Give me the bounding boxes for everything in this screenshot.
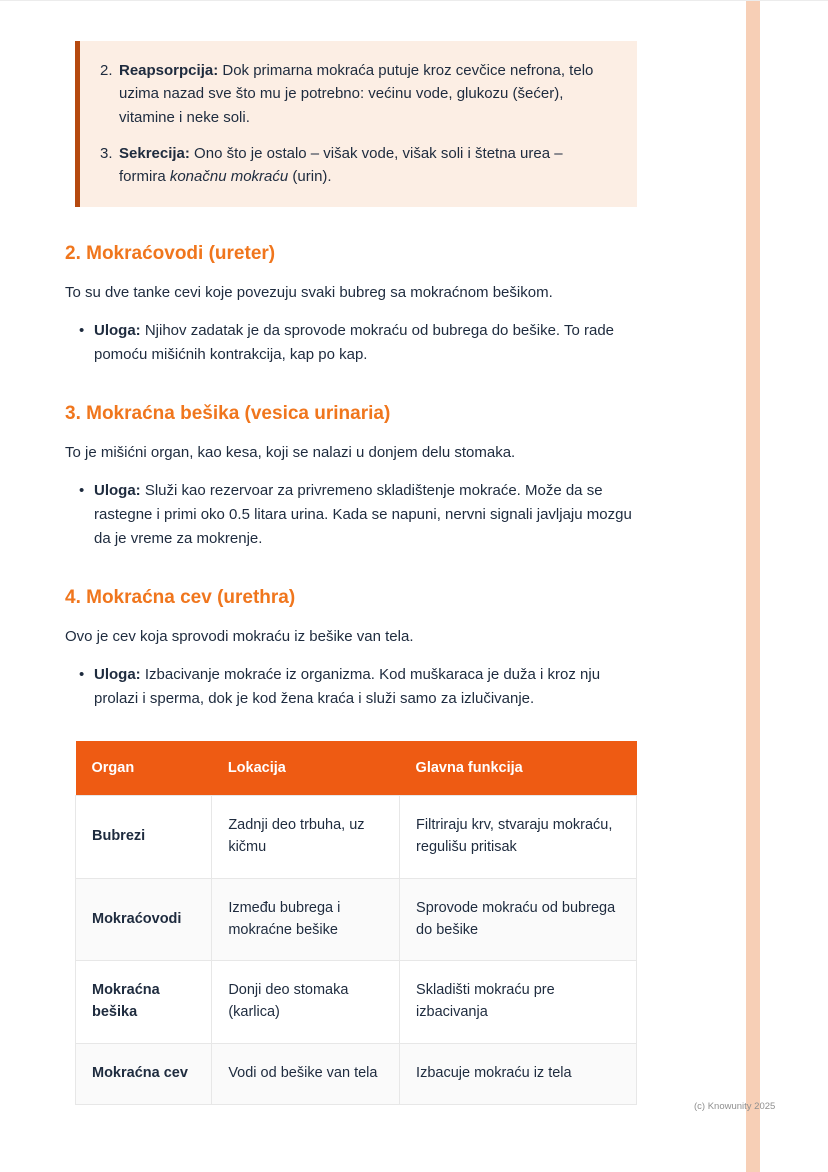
cell-lokacija: Vodi od bešike van tela (212, 1043, 400, 1104)
section-bladder (65, 403, 637, 551)
term-label: Uloga: (94, 482, 141, 500)
term-label: Uloga: (94, 322, 141, 340)
section-ureter (65, 243, 637, 367)
term-label: Uloga: (94, 666, 141, 684)
bullet-item (65, 663, 637, 711)
bullet-text: Služi kao rezervoar za privremeno skladištenje mokraće. Može da se rastegne i primi oko 0.5 litara urina. Kada se napuni, nervni signali javljaju mozgu da je vreme za mokrenje. (94, 482, 632, 548)
bullet-text: Njihov zadatak je da sprovode mokraću od bubrega do bešike. To rade pomoću mišićnih kontrakcija, kap po kap. (94, 322, 615, 364)
term-label: Sekrecija: (119, 144, 190, 162)
cell-organ: Mokraćovodi (76, 878, 212, 961)
bullet-list (65, 663, 637, 711)
bullet-text: Izbacivanje mokraće iz organizma. Kod muškaraca je duža i kroz nju prolazi i sperma, dok je kod žena kraća i služi samo za izlučivanje. (94, 666, 601, 708)
column-header-organ: Organ (76, 741, 212, 796)
document-content (65, 41, 637, 1105)
term-label: Reapsorpcija: (119, 62, 219, 79)
ordered-list-item (100, 142, 613, 189)
table-row (76, 878, 637, 961)
bullet-list (65, 479, 637, 551)
paragraph: To je mišićni organ, kao kesa, koji se nalazi u donjem delu stomaka. (65, 444, 516, 462)
bullet-list (65, 319, 637, 367)
italic-term: konačnu mokraću (169, 168, 289, 185)
copyright-note: (c) Knowunity 2025 (694, 1101, 776, 1112)
callout-box (75, 41, 637, 207)
table-header-row (76, 741, 637, 796)
cell-funkcija: Izbacuje mokraću iz tela (400, 1043, 637, 1104)
cell-funkcija: Sprovode mokraću od bubrega do bešike (400, 878, 637, 961)
list-text (119, 142, 613, 189)
section-heading: 2. Mokraćovodi (ureter) (65, 243, 276, 265)
cell-funkcija: Skladišti mokraću pre izbacivanja (400, 961, 637, 1044)
paragraph: Ovo je cev koja sprovodi mokraću iz bešike van tela. (65, 628, 414, 646)
page-edge-stripe (746, 1, 760, 1172)
bullet-item (65, 319, 637, 367)
organ-summary-table (75, 741, 637, 1104)
ordered-list-item (100, 59, 613, 129)
cell-funkcija: Filtriraju krv, stvaraju mokraću, regulišu pritisak (400, 796, 637, 879)
section-heading: 4. Mokraćna cev (urethra) (65, 587, 296, 609)
table-row (76, 1043, 637, 1104)
list-text-body: (urin). (288, 168, 332, 185)
list-text (119, 59, 613, 129)
paragraph: To su dve tanke cevi koje povezuju svaki bubreg sa mokraćnom bešikom. (65, 284, 553, 302)
list-text-body: Ono što je ostalo – višak vode, višak soli i štetna urea – formira (119, 144, 563, 185)
column-header-funkcija: Glavna funkcija (400, 741, 637, 796)
table-row (76, 961, 637, 1044)
section-heading: 3. Mokraćna bešika (vesica urinaria) (65, 403, 391, 425)
cell-organ: Mokraćna cev (76, 1043, 212, 1104)
list-number: 3. (100, 144, 113, 162)
table-row (76, 796, 637, 879)
cell-lokacija: Između bubrega i mokraćne bešike (212, 878, 400, 961)
cell-organ: Mokraćna bešika (76, 961, 212, 1044)
cell-lokacija: Donji deo stomaka (karlica) (212, 961, 400, 1044)
list-text-body: Dok primarna mokraća putuje kroz cevčice nefrona, telo uzima nazad sve što mu je potrebno: većinu vode, glukozu (šećer), vitamine i neke soli. (119, 62, 594, 126)
column-header-lokacija: Lokacija (212, 741, 400, 796)
bullet-item (65, 479, 637, 551)
cell-lokacija: Zadnji deo trbuha, uz kičmu (212, 796, 400, 879)
cell-organ: Bubrezi (76, 796, 212, 879)
section-urethra (65, 587, 637, 711)
list-number: 2. (100, 62, 113, 79)
